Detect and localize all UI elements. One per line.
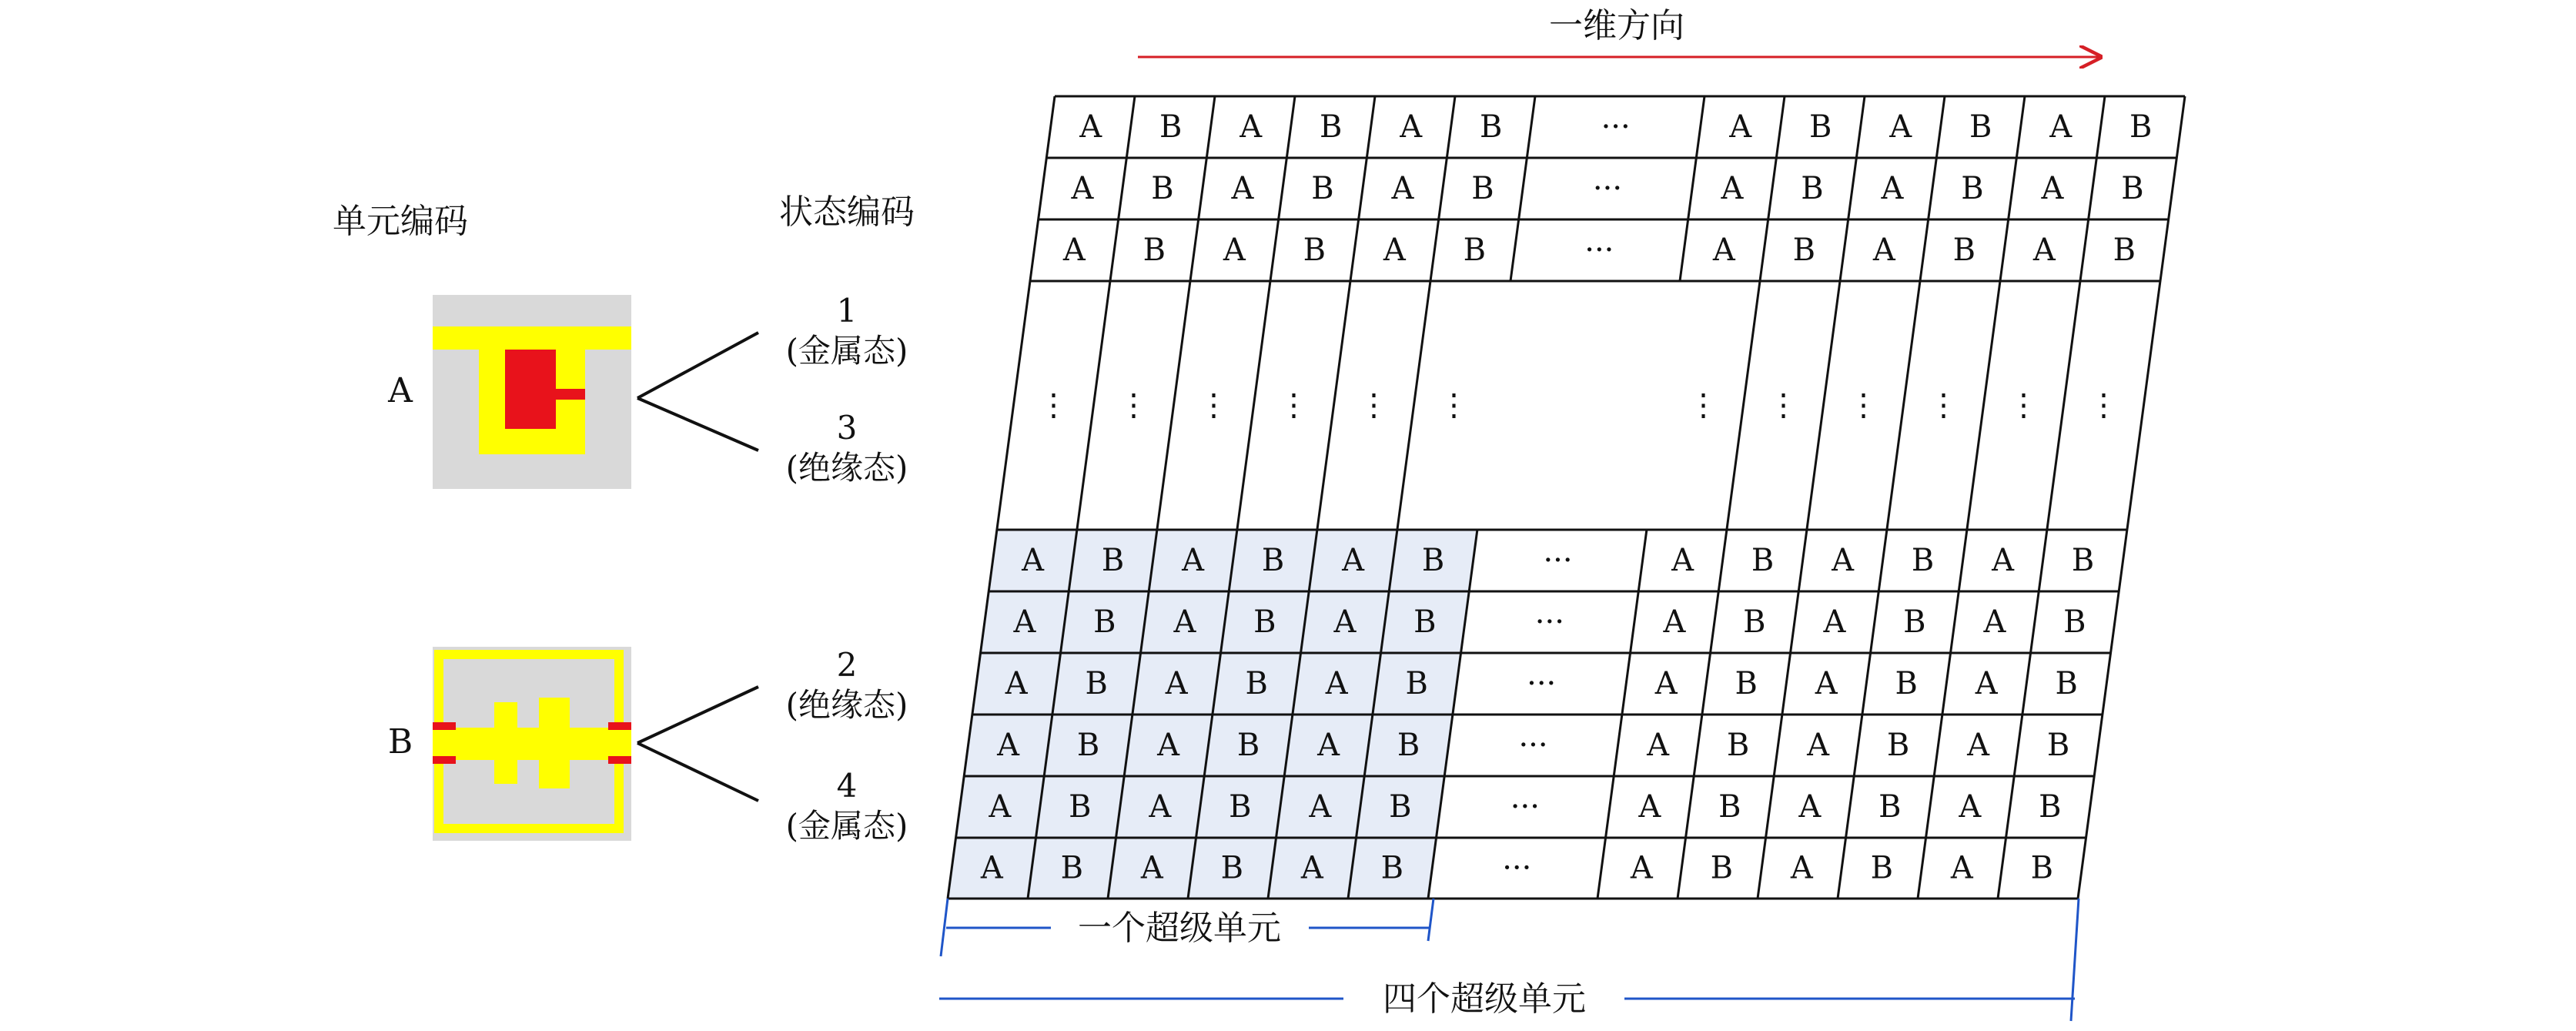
grid-cell: B <box>1421 543 1445 578</box>
grid-cell: B <box>2039 789 2062 825</box>
unit-a-icon <box>433 295 631 489</box>
grid-cell: A <box>1721 171 1744 206</box>
grid-cell: A <box>1663 604 1686 640</box>
grid-cell: A <box>1165 666 1188 701</box>
grid-cell: B <box>1311 171 1334 206</box>
grid-cell: A <box>1790 850 1813 886</box>
grid-cell: B <box>1142 233 1166 268</box>
column-ellipsis: ⋮ <box>1118 387 1149 423</box>
grid-cell: A <box>1383 233 1406 268</box>
grid-cell: A <box>1959 789 1982 825</box>
grid-cell: A <box>1005 666 1028 701</box>
grid-cell: A <box>1325 666 1348 701</box>
grid-cell: B <box>1801 171 1824 206</box>
grid-cell: B <box>2046 728 2070 763</box>
grid-cell: B <box>1743 604 1766 640</box>
grid-cell: B <box>1895 666 1918 701</box>
grid-cell: A <box>1823 604 1846 640</box>
grid-cell: A <box>1712 233 1735 268</box>
four-supercells-label: 四个超级单元 <box>1383 979 1586 1019</box>
grid-cell: A <box>1173 604 1196 640</box>
column-ellipsis: ⋮ <box>1848 387 1879 423</box>
grid-cell: A <box>1239 109 1263 145</box>
grid-cell: B <box>1471 171 1494 206</box>
grid-cell: A <box>1807 728 1829 763</box>
grid-cell: A <box>1071 171 1094 206</box>
grid-cell: A <box>1182 543 1205 578</box>
grid-cell: A <box>1317 728 1340 763</box>
grid-cell: A <box>1671 543 1694 578</box>
grid-cell: A <box>1950 850 1973 886</box>
grid-cell: A <box>1889 109 1912 145</box>
unit-b-label: B <box>387 722 413 762</box>
column-ellipsis: ⋮ <box>1198 387 1229 423</box>
state-2-desc: (绝缘态) <box>785 686 908 724</box>
grid-cell: B <box>1969 109 1992 145</box>
grid-cell: A <box>1300 850 1323 886</box>
column-ellipsis: ⋮ <box>1768 387 1799 423</box>
grid-cell: A <box>1022 543 1045 578</box>
grid-cell: B <box>1245 666 1268 701</box>
grid-cell: B <box>1261 543 1285 578</box>
grid-cell: B <box>2113 233 2136 268</box>
grid-cell: B <box>1726 728 1750 763</box>
grid-cell: A <box>1815 666 1838 701</box>
grid-cell: A <box>1647 728 1669 763</box>
row-ellipsis: ··· <box>1592 171 1623 206</box>
state-1-desc: (金属态) <box>785 332 908 370</box>
state-code-heading: 状态编码 <box>779 192 915 232</box>
row-ellipsis: ··· <box>1502 850 1532 886</box>
grid-cell: A <box>1140 850 1163 886</box>
grid-cell: A <box>1231 171 1254 206</box>
grid-cell: A <box>1638 789 1661 825</box>
grid-cell: A <box>1079 109 1102 145</box>
grid-cell: A <box>1832 543 1855 578</box>
grid-cell: B <box>1878 789 1902 825</box>
grid-cell: B <box>2030 850 2053 886</box>
grid-cell: B <box>1751 543 1775 578</box>
grid-cell: B <box>1397 728 1420 763</box>
grid-cell: A <box>1992 543 2015 578</box>
grid-cell: B <box>1229 789 1252 825</box>
grid-cell: B <box>1463 233 1487 268</box>
grid-cell: A <box>1729 109 1752 145</box>
grid-cell: A <box>1872 233 1895 268</box>
branch-lines <box>637 333 758 801</box>
row-ellipsis: ··· <box>1584 233 1614 268</box>
grid-cell: B <box>1093 604 1116 640</box>
grid-cell: A <box>1223 233 1246 268</box>
column-ellipsis: ⋮ <box>1688 387 1719 423</box>
grid-cell: B <box>1405 666 1428 701</box>
column-ellipsis: ⋮ <box>1278 387 1310 423</box>
state-1-number: 1 <box>836 292 858 330</box>
column-ellipsis: ⋮ <box>1438 387 1470 423</box>
grid-cell: B <box>1076 728 1100 763</box>
state-3-desc: (绝缘态) <box>785 449 908 487</box>
grid-cell: B <box>1718 789 1741 825</box>
grid-cell: B <box>1380 850 1403 886</box>
grid-cell: B <box>1253 604 1276 640</box>
state-3-number: 3 <box>836 409 858 447</box>
row-ellipsis: ··· <box>1510 789 1540 825</box>
unit-a-label: A <box>388 371 413 410</box>
unit-code-heading: 单元编码 <box>333 202 468 241</box>
grid-cell: A <box>1881 171 1904 206</box>
grid-cell: B <box>1911 543 1935 578</box>
column-ellipsis: ⋮ <box>1038 387 1069 423</box>
grid-cell: B <box>1710 850 1733 886</box>
grid-cell: B <box>1319 109 1343 145</box>
grid-cell: A <box>2041 171 2064 206</box>
grid-cell: B <box>1389 789 1412 825</box>
grid-cell: A <box>1983 604 2006 640</box>
grid-cell: B <box>1303 233 1326 268</box>
grid-cell: A <box>1149 789 1172 825</box>
row-ellipsis: ··· <box>1543 543 1573 578</box>
grid-cell: B <box>1952 233 1976 268</box>
grid-cell: A <box>1798 789 1822 825</box>
grid-cell: B <box>2055 666 2078 701</box>
column-ellipsis: ⋮ <box>1928 387 1959 423</box>
grid-cell: B <box>1903 604 1926 640</box>
state-4-number: 4 <box>836 767 858 805</box>
grid-cell: A <box>1062 233 1086 268</box>
grid-cell: A <box>1342 543 1365 578</box>
direction-label: 一维方向 <box>1549 6 1684 45</box>
row-ellipsis: ··· <box>1534 604 1564 640</box>
grid-cell: A <box>1309 789 1332 825</box>
grid-cell: A <box>1654 666 1678 701</box>
grid-cell: B <box>2063 604 2086 640</box>
grid-cell: B <box>1069 789 1092 825</box>
row-ellipsis: ··· <box>1527 666 1557 701</box>
grid-cell: A <box>2032 233 2056 268</box>
grid-cell: A <box>1967 728 1989 763</box>
grid-cell: B <box>1479 109 1503 145</box>
grid-cell: A <box>1975 666 1998 701</box>
grid-cell: A <box>1157 728 1179 763</box>
grid-cell: B <box>1060 850 1083 886</box>
grid-cell: B <box>1735 666 1758 701</box>
grid-cell: B <box>2121 171 2144 206</box>
grid-cell: A <box>2049 109 2073 145</box>
grid-cell: B <box>1413 604 1437 640</box>
grid-cell: A <box>980 850 1003 886</box>
grid-cell: A <box>997 728 1019 763</box>
grid-cell: B <box>1808 109 1832 145</box>
grid-cell: B <box>1961 171 1984 206</box>
grid-cell: A <box>1391 171 1414 206</box>
grid-cell: B <box>1886 728 1910 763</box>
grid-cell: B <box>1870 850 1893 886</box>
grid-cell: B <box>2129 109 2153 145</box>
grid-cell: B <box>1159 109 1183 145</box>
grid-cell: B <box>1220 850 1243 886</box>
column-ellipsis: ⋮ <box>2008 387 2039 423</box>
grid-cell: B <box>1236 728 1260 763</box>
grid-cell: A <box>1630 850 1653 886</box>
unit-b-icon <box>433 647 631 841</box>
grid-cell: B <box>1085 666 1108 701</box>
grid-cell: A <box>989 789 1012 825</box>
grid-cell: B <box>1792 233 1816 268</box>
grid-cell: A <box>1013 604 1036 640</box>
grid-cell: B <box>1151 171 1174 206</box>
grid-cell: A <box>1400 109 1423 145</box>
column-ellipsis: ⋮ <box>1358 387 1390 423</box>
row-ellipsis: ··· <box>1601 109 1631 145</box>
state-2-number: 2 <box>836 646 858 684</box>
state-4-desc: (金属态) <box>785 807 908 845</box>
grid-cell: B <box>2071 543 2095 578</box>
row-ellipsis: ··· <box>1518 728 1548 763</box>
one-supercell-label: 一个超级单元 <box>1078 909 1281 948</box>
grid-cell: B <box>1101 543 1125 578</box>
column-ellipsis: ⋮ <box>2088 387 2119 423</box>
grid-cell: A <box>1333 604 1357 640</box>
